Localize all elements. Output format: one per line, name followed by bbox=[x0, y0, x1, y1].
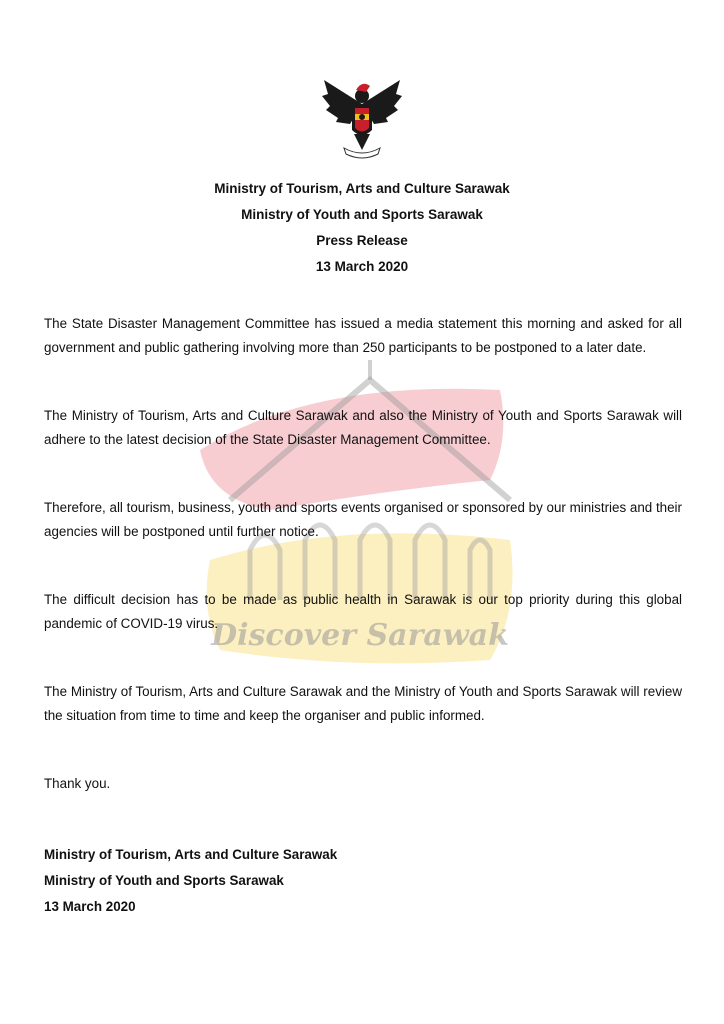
header-ministry-tourism: Ministry of Tourism, Arts and Culture Sarawak bbox=[214, 181, 510, 196]
watermark-text: Discover Sarawak bbox=[211, 618, 509, 653]
document-type: Press Release bbox=[316, 233, 408, 248]
paragraph-4: The difficult decision has to be made as public health in Sarawak is our top priority during this global pandemic of COVID-19 virus. bbox=[44, 592, 682, 631]
closing-line: Thank you. bbox=[44, 776, 111, 791]
header-block bbox=[0, 176, 724, 280]
paragraph-5: The Ministry of Tourism, Arts and Culture Sarawak and the Ministry of Youth and Sports Sarawak will review the situation from time to time and keep the organiser and public informed. bbox=[44, 684, 682, 723]
press-release-body bbox=[44, 312, 682, 796]
sarawak-crest-logo bbox=[318, 74, 406, 162]
header-date: 13 March 2020 bbox=[315, 259, 409, 274]
paragraph-1: The State Disaster Management Committee has issued a media statement this morning and asked for all government and public gathering involving more than 250 participants to be postponed to a later date. bbox=[44, 316, 682, 355]
paragraph-2: The Ministry of Tourism, Arts and Culture Sarawak and also the Ministry of Youth and Sports Sarawak will adhere to the latest decision of the State Disaster Management Committee. bbox=[44, 408, 682, 447]
header-ministry-youth: Ministry of Youth and Sports Sarawak bbox=[241, 207, 483, 222]
signature-block bbox=[44, 842, 337, 920]
signature-ministry-tourism: Ministry of Tourism, Arts and Culture Sarawak bbox=[44, 847, 338, 862]
signature-date: 13 March 2020 bbox=[44, 899, 136, 914]
signature-ministry-youth: Ministry of Youth and Sports Sarawak bbox=[44, 873, 284, 888]
paragraph-3: Therefore, all tourism, business, youth and sports events organised or sponsored by our ministries and their agencies will be postponed until further notice. bbox=[44, 500, 682, 539]
